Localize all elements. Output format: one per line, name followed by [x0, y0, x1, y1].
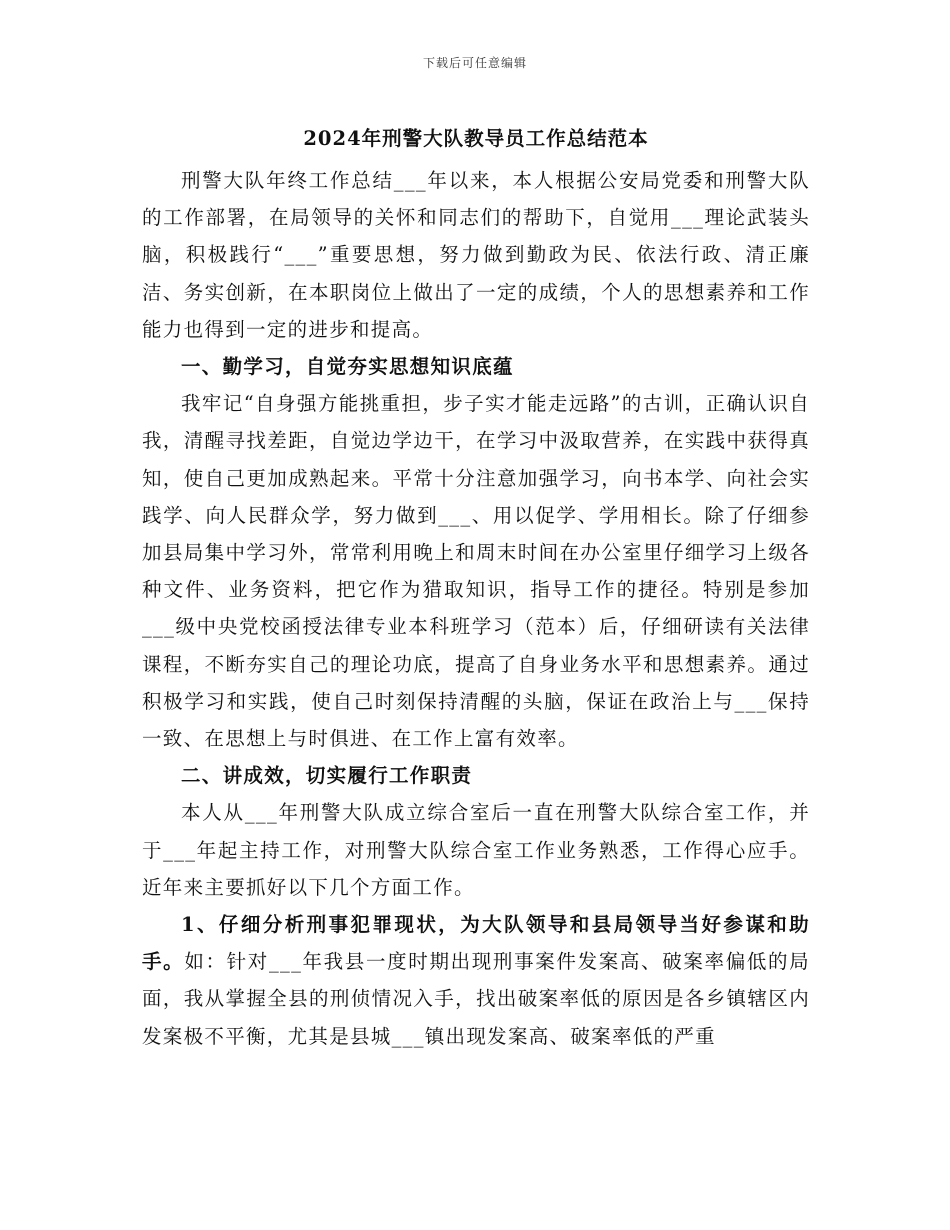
item-1-text: 如：针对___年我县一度时期出现刑事案件发案高、破案率偏低的局面，我从掌握全县的刑侦情况入手，找出破案率低的原因是各乡镇辖区内发案极不平衡，尤其是县城___镇出现发案高、破案率低的严重	[142, 950, 810, 1048]
document-title: 2024年刑警大队教导员工作总结范本	[303, 127, 649, 150]
section-1-paragraph: 我牢记“自身强方能挑重担，步子实才能走远路”的古训，正确认识自我，清醒寻找差距，自觉边学边干，在学习中汲取营养，在实践中获得真知，使自己更加成熟起来。平常十分注意加强学习，向书本学、向社会实践学、向人民群众学，努力做到___、用以促学、学用相长。除了仔细参加县局集中学习外，常常利用晚上和周末时间在办公室里仔细学习上级各种文件、业务资料，把它作为猎取知识，指导工作的捷径。特别是参加___级中央党校函授法律专业本科班学习（范本）后，仔细研读有关法律课程，不断夯实自己的理论功底，提高了自身业务水平和思想素养。通过积极学习和实践，使自己时刻保持清醒的头脑，保证在政治上与___保持一致、在思想上与时俱进、在工作上富有效率。	[142, 392, 810, 751]
intro-paragraph: 刑警大队年终工作总结___年以来，本人根据公安局党委和刑警大队的工作部署，在局领导的关怀和同志们的帮助下，自觉用___理论武装头脑，积极践行“___”重要思想，努力做到勤政为民、依法行政、清正廉洁、务实创新，在本职岗位上做出了一定的成绩，个人的思想素养和工作能力也得到一定的进步和提高。	[142, 169, 810, 341]
section-heading-2: 二、讲成效，切实履行工作职责	[181, 764, 473, 788]
item-1-heading: 1、仔细分析刑事犯罪现状，为大队领导和县局领导当好参谋和助手。	[142, 913, 810, 974]
item-1-paragraph	[142, 906, 810, 1055]
section-2-paragraph: 本人从___年刑警大队成立综合室后一直在刑警大队综合室工作，并于___年起主持工作，对刑警大队综合室工作业务熟悉，工作得心应手。近年来主要抓好以下几个方面工作。	[142, 801, 810, 899]
document-body	[142, 124, 810, 1055]
header-note: 下载后可任意编辑	[422, 56, 527, 70]
section-heading-1: 一、勤学习，自觉夯实思想知识底蕴	[181, 355, 514, 379]
